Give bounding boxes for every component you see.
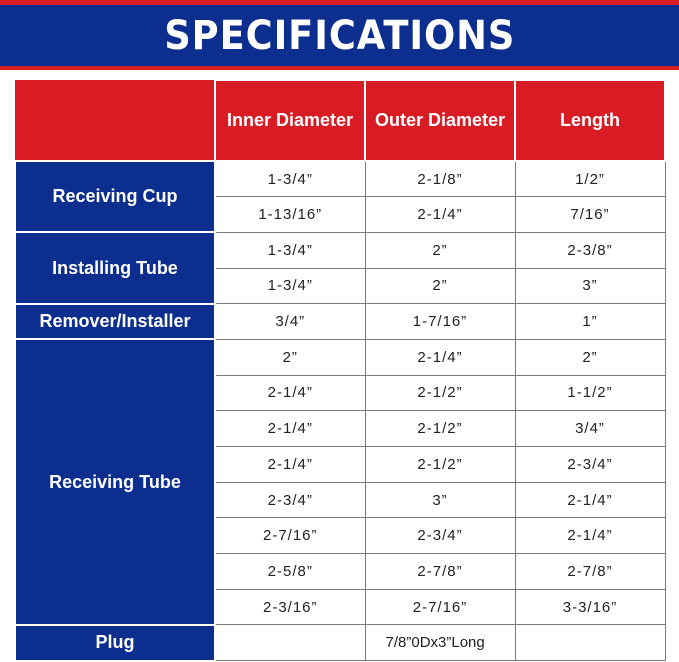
outer-diameter-cell: 2”	[365, 232, 515, 268]
inner-diameter-cell: 3/4”	[215, 304, 365, 340]
inner-diameter-cell: 2-3/16”	[215, 589, 365, 625]
title-banner	[0, 0, 679, 70]
outer-diameter-cell: 1-7/16”	[365, 304, 515, 340]
header-length: Length	[515, 80, 665, 161]
inner-diameter-cell: 1-3/4”	[215, 268, 365, 304]
length-cell	[515, 625, 665, 661]
outer-diameter-cell: 7/8”0Dx3”Long	[365, 625, 515, 661]
row-group-label: Installing Tube	[15, 232, 215, 303]
table-row	[15, 625, 665, 661]
length-cell: 2-7/8”	[515, 554, 665, 590]
page-title: SPECIFICATIONS	[163, 12, 516, 59]
row-group-label: Remover/Installer	[15, 304, 215, 340]
row-group-label: Receiving Cup	[15, 161, 215, 232]
header-inner-diameter: Inner Diameter	[215, 80, 365, 161]
length-cell: 2-3/8”	[515, 232, 665, 268]
header-corner	[15, 80, 215, 161]
outer-diameter-cell: 2-3/4”	[365, 518, 515, 554]
header-outer-diameter: Outer Diameter	[365, 80, 515, 161]
inner-diameter-cell: 1-3/4”	[215, 232, 365, 268]
inner-diameter-cell: 2-7/16”	[215, 518, 365, 554]
length-cell: 3-3/16”	[515, 589, 665, 625]
inner-diameter-cell: 2”	[215, 339, 365, 375]
table-row	[15, 161, 665, 197]
inner-diameter-cell: 2-1/4”	[215, 375, 365, 411]
row-group-label: Receiving Tube	[15, 339, 215, 625]
outer-diameter-cell: 2-1/8”	[365, 161, 515, 197]
row-group-label: Plug	[15, 625, 215, 661]
length-cell: 2-3/4”	[515, 447, 665, 483]
inner-diameter-cell: 2-1/4”	[215, 447, 365, 483]
inner-diameter-cell: 2-1/4”	[215, 411, 365, 447]
outer-diameter-cell: 2-7/16”	[365, 589, 515, 625]
length-cell: 7/16”	[515, 197, 665, 233]
length-cell: 2”	[515, 339, 665, 375]
outer-diameter-cell: 2-1/2”	[365, 447, 515, 483]
inner-diameter-cell: 2-5/8”	[215, 554, 365, 590]
length-cell: 1”	[515, 304, 665, 340]
table-row	[15, 232, 665, 268]
outer-diameter-cell: 2”	[365, 268, 515, 304]
length-cell: 2-1/4”	[515, 518, 665, 554]
length-cell: 1-1/2”	[515, 375, 665, 411]
table-row	[15, 304, 665, 340]
outer-diameter-cell: 2-1/4”	[365, 197, 515, 233]
outer-diameter-cell: 3”	[365, 482, 515, 518]
inner-diameter-cell: 2-3/4”	[215, 482, 365, 518]
length-cell: 3”	[515, 268, 665, 304]
outer-diameter-cell: 2-7/8”	[365, 554, 515, 590]
specifications-table	[14, 79, 666, 662]
outer-diameter-cell: 2-1/4”	[365, 339, 515, 375]
outer-diameter-cell: 2-1/2”	[365, 375, 515, 411]
inner-diameter-cell	[215, 625, 365, 661]
length-cell: 1/2”	[515, 161, 665, 197]
table-row	[15, 339, 665, 375]
length-cell: 3/4”	[515, 411, 665, 447]
inner-diameter-cell: 1-13/16”	[215, 197, 365, 233]
header-row	[15, 80, 665, 161]
inner-diameter-cell: 1-3/4”	[215, 161, 365, 197]
outer-diameter-cell: 2-1/2”	[365, 411, 515, 447]
length-cell: 2-1/4”	[515, 482, 665, 518]
